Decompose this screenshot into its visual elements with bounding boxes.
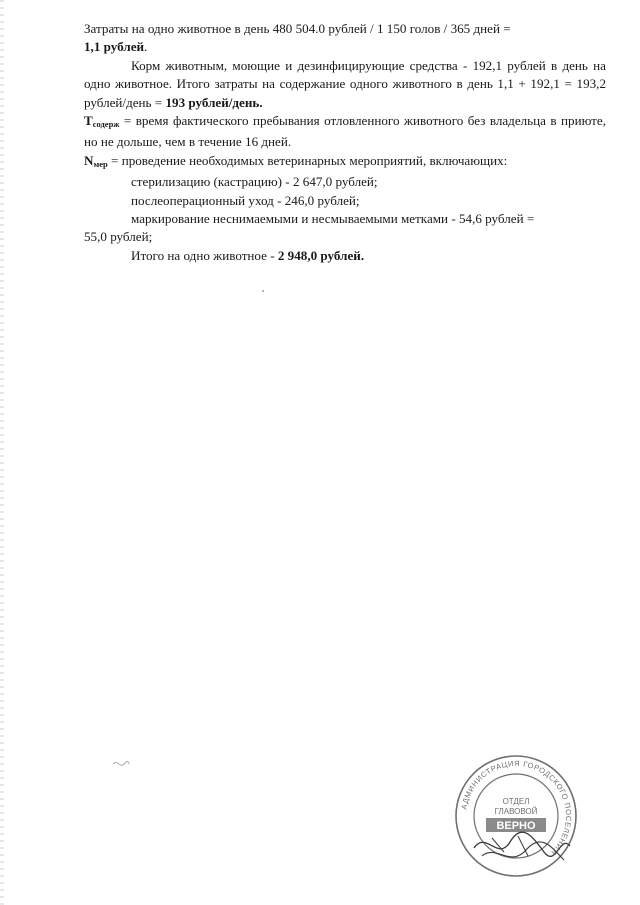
stamp-inner-2: ГЛАВОВОЙ [494, 807, 538, 816]
stamp-ring-text: АДМИНИСТРАЦИЯ ГОРОДСКОГО ПОСЕЛЕНИЯ [459, 758, 574, 858]
total-line: Итого на одно животное - 2 948,0 рублей. [131, 247, 365, 263]
scan-speck [262, 290, 264, 292]
n-definition-text: = проведение необходимых ветеринарных мероприятий, включающих: [107, 152, 508, 168]
stamp-inner-1: ОТДЕЛ [502, 797, 530, 806]
feed-result: 193 рублей/день. [165, 94, 263, 110]
document-text [84, 20, 606, 265]
t-symbol: $T_{содерж}$ [84, 113, 120, 130]
marking-item: маркирование неснимаемыми и несмываемыми метками - 54,6 рублей = 55,0 рублей; [84, 211, 535, 245]
list-item: послеоперационный уход - 246,0 рублей; [131, 192, 360, 208]
list-item: стерилизацию (кастрацию) - 2 647,0 рублей; [131, 174, 378, 190]
n-symbol: $N_{мер}$ [84, 152, 108, 169]
feed-paragraph [84, 57, 606, 112]
n-definition [84, 152, 606, 173]
daily-cost-text: Затраты на одно животное в день 480 504.0 рублей / 1 150 голов / 365 дней = [84, 21, 511, 36]
daily-cost-result: 1,1 рублей [84, 39, 145, 55]
t-definition [84, 112, 606, 152]
marking-cont: 55,0 рублей; [84, 229, 153, 245]
scribble-mark [112, 760, 130, 766]
official-stamp [452, 752, 580, 880]
total-value: 2 948,0 рублей. [277, 247, 365, 263]
feed-text: Корм животным, моющие и дезинфицирующие средства - 192,1 рублей в день на одно животное. Итого затраты на содержание одного животного в день 1,1 + 192,1 = 193,2 рублей/день = [84, 57, 606, 110]
scan-edge [0, 0, 4, 905]
t-definition-text: = время фактического пребывания отловленного животного без владельца в приюте, но не дольше, чем в течение 16 дней. [84, 113, 606, 150]
stamp-inner-3: ВЕРНО [496, 820, 536, 832]
daily-cost-paragraph: Затраты на одно животное в день 480 504.0 рублей / 1 150 голов / 365 дней = 1,1 рублей. [84, 21, 511, 55]
